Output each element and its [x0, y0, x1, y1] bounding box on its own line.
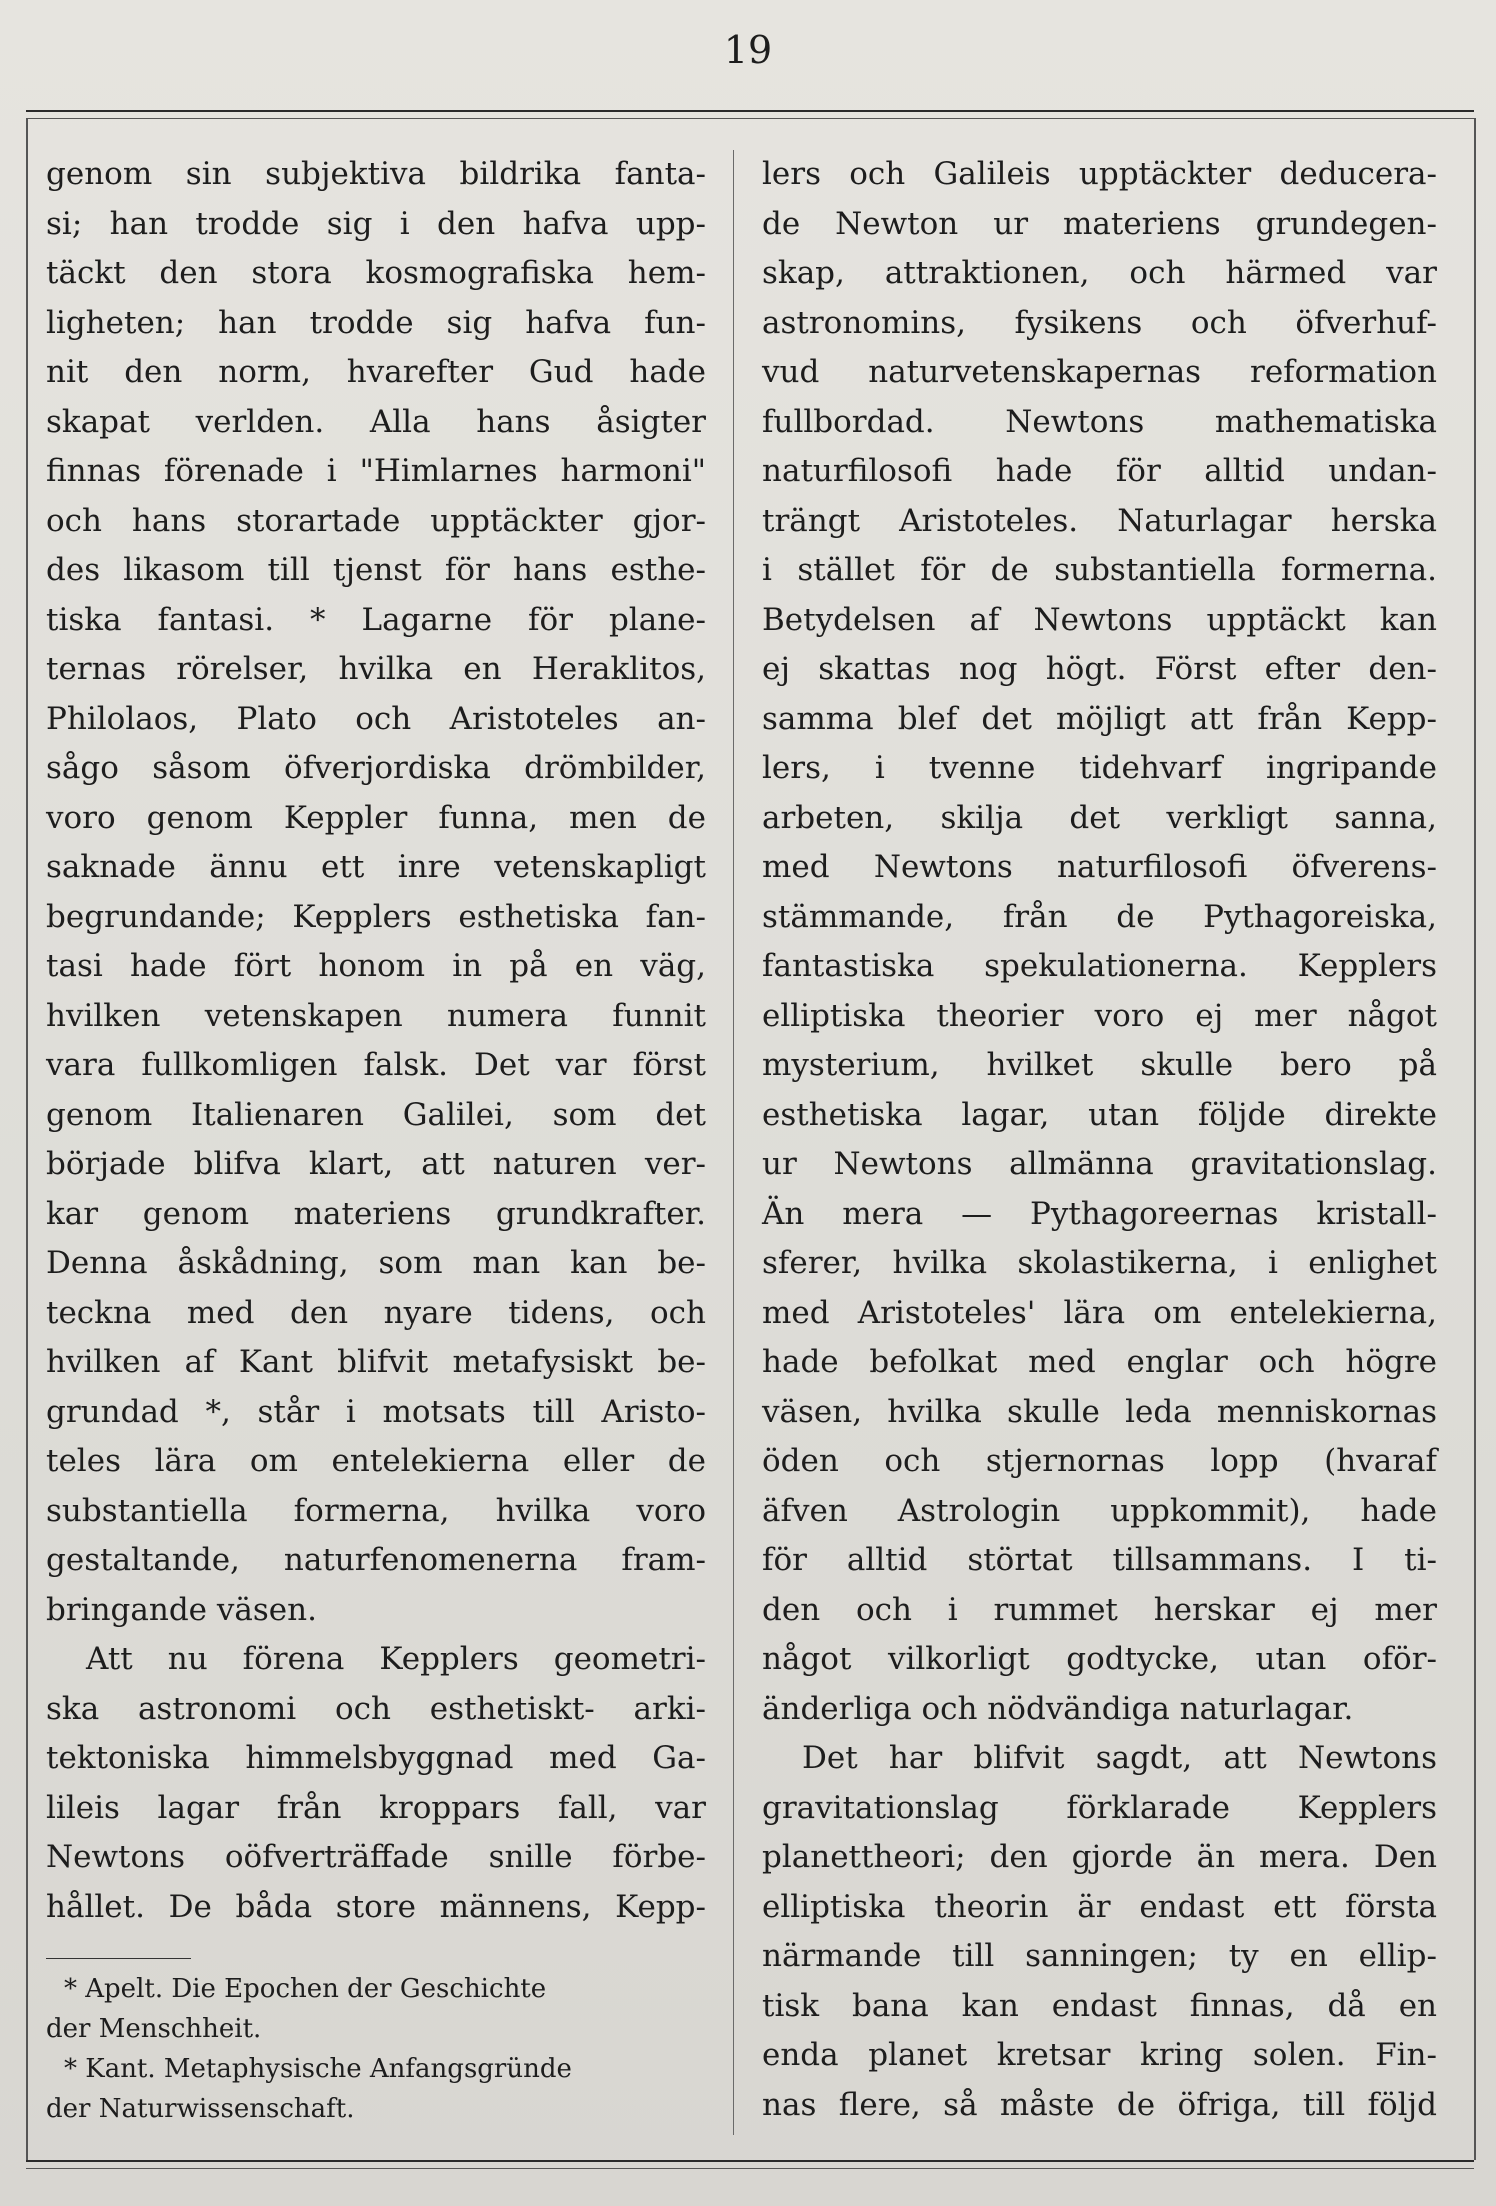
text-line: nit den norm, hvarefter Gud hade	[46, 354, 706, 390]
text-line: tasi hade fört honom in på en väg,	[46, 948, 706, 984]
text-line: närmande till sanningen; ty en ellip-	[762, 1938, 1437, 1974]
text-line: Att nu förena Kepplers geometri-	[86, 1641, 706, 1677]
text-line: Philolaos, Plato och Aristoteles an-	[46, 700, 706, 737]
text-line: Newtons oöfverträffade snille förbe-	[46, 1839, 706, 1875]
text-line: den och i rummet herskar ej mer	[762, 1591, 1437, 1628]
right-border	[1474, 118, 1476, 2160]
text-line: enda planet kretsar kring solen. Fin-	[762, 2037, 1437, 2073]
right-column	[762, 150, 1437, 2130]
text-line: planettheori; den gjorde än mera. Den	[762, 1839, 1437, 1875]
text-line: gestaltande, naturfenomenerna fram-	[46, 1542, 706, 1578]
text-line: ej skattas nog högt. Först efter den-	[762, 651, 1437, 687]
text-line: skap, attraktionen, och härmed var	[762, 255, 1437, 291]
text-line: des likasom till tjenst för hans esthe-	[46, 552, 706, 588]
text-line: de Newton ur materiens grundegen-	[762, 205, 1437, 242]
text-line: sågo såsom öfverjordiska drömbilder,	[46, 750, 706, 786]
text-line: vud naturvetenskapernas reformation	[762, 354, 1437, 390]
page-number: 19	[723, 28, 773, 72]
text-line: genom Italienaren Galilei, som det	[46, 1096, 706, 1133]
text-line: Denna åskådning, som man kan be-	[46, 1245, 706, 1281]
text-line: finnas förenade i "Himlarnes harmoni"	[46, 453, 706, 489]
text-line: astronomins, fysikens och öfverhuf-	[762, 304, 1437, 341]
text-line: började blifva klart, att naturen ver-	[46, 1146, 706, 1182]
text-line: elliptiska theorin är endast ett första	[762, 1888, 1437, 1925]
footnote-line: der Menschheit.	[46, 2014, 262, 2044]
text-line: ligheten; han trodde sig hafva fun-	[46, 304, 706, 341]
text-line: kar genom materiens grundkrafter.	[46, 1195, 706, 1232]
text-line: stämmande, från de Pythagoreiska,	[762, 898, 1437, 935]
text-line: hvilken af Kant blifvit metafysiskt be-	[46, 1344, 706, 1380]
text-line: teles lära om entelekierna eller de	[46, 1443, 706, 1479]
text-line: med Newtons naturfilosofi öfverens-	[762, 849, 1437, 885]
text-line: Det har blifvit sagdt, att Newtons	[802, 1740, 1437, 1776]
footnote-line: * Apelt. Die Epochen der Geschichte	[64, 1974, 547, 2004]
text-line: i stället för de substantiella formerna.	[762, 552, 1437, 588]
text-line: mysterium, hvilket skulle bero på	[762, 1047, 1437, 1083]
text-line: tiska fantasi. * Lagarne för plane-	[46, 601, 706, 638]
text-line: genom sin subjektiva bildrika fanta-	[46, 156, 706, 192]
text-line: för alltid störtat tillsammans. I ti-	[762, 1542, 1437, 1578]
text-line: nas flere, så måste de öfriga, till följd	[762, 2086, 1437, 2123]
text-line: tektoniska himmelsbyggnad med Ga-	[46, 1740, 706, 1776]
text-line: sferer, hvilka skolastikerna, i enlighet	[762, 1245, 1437, 1281]
text-line: saknade ännu ett inre vetenskapligt	[46, 849, 706, 885]
text-line: lileis lagar från kroppars fall, var	[46, 1789, 706, 1826]
text-line: bringande väsen.	[46, 1591, 317, 1628]
text-line: trängt Aristoteles. Naturlagar herska	[762, 502, 1437, 539]
text-line: skapat verlden. Alla hans åsigter	[46, 403, 706, 440]
text-line: lers och Galileis upptäckter deducera-	[762, 156, 1437, 192]
text-line: Än mera — Pythagoreernas kristall-	[762, 1195, 1437, 1232]
text-line: samma blef det möjligt att från Kepp-	[762, 700, 1437, 737]
footnote-line: * Kant. Metaphysische Anfangsgründe	[64, 2054, 572, 2084]
text-line: naturfilosofi hade för alltid undan-	[762, 453, 1437, 489]
text-line: lers, i tvenne tidehvarf ingripande	[762, 750, 1437, 786]
text-line: med Aristoteles' lära om entelekierna,	[762, 1294, 1437, 1331]
text-line: fullbordad. Newtons mathematiska	[762, 403, 1437, 440]
top-rule-thin	[26, 118, 1474, 119]
text-line: voro genom Keppler funna, men de	[46, 799, 706, 836]
text-line: ternas rörelser, hvilka en Heraklitos,	[46, 651, 706, 687]
text-line: öden och stjernornas lopp (hvaraf	[762, 1443, 1437, 1479]
text-line: si; han trodde sig i den hafva upp-	[46, 205, 706, 242]
text-line: änderliga och nödvändiga naturlagar.	[762, 1690, 1354, 1727]
text-line: väsen, hvilka skulle leda menniskornas	[762, 1393, 1437, 1430]
left-border	[26, 118, 28, 2160]
text-line: ska astronomi och esthetiskt- arki-	[46, 1690, 706, 1727]
text-line: gravitationslag förklarade Kepplers	[762, 1789, 1437, 1826]
text-line: och hans storartade upptäckter gjor-	[46, 502, 706, 539]
text-line: Betydelsen af Newtons upptäckt kan	[762, 601, 1437, 638]
bottom-rule-thin	[26, 2168, 1474, 2169]
bottom-rule	[26, 2160, 1474, 2162]
text-line: hade befolkat med englar och högre	[762, 1344, 1437, 1380]
text-line: elliptiska theorier voro ej mer något	[762, 997, 1437, 1034]
text-line: teckna med den nyare tidens, och	[46, 1294, 706, 1331]
text-line: något vilkorligt godtycke, utan oför-	[762, 1641, 1437, 1677]
left-column	[46, 150, 706, 2129]
text-line: hållet. De båda store männens, Kepp-	[46, 1888, 706, 1925]
footnote-line: der Naturwissenschaft.	[46, 2094, 355, 2124]
text-line: äfven Astrologin uppkommit), hade	[762, 1492, 1437, 1529]
text-line: substantiella formerna, hvilka voro	[46, 1492, 706, 1529]
footnote-rule	[46, 1958, 191, 1959]
text-line: tisk bana kan endast finnas, då en	[762, 1987, 1437, 2024]
text-line: begrundande; Kepplers esthetiska fan-	[46, 898, 706, 935]
text-line: ur Newtons allmänna gravitationslag.	[762, 1146, 1437, 1182]
text-line: hvilken vetenskapen numera funnit	[46, 997, 706, 1034]
top-rule	[26, 110, 1474, 112]
text-line: esthetiska lagar, utan följde direkte	[762, 1096, 1437, 1133]
text-line: fantastiska spekulationerna. Kepplers	[762, 948, 1437, 984]
text-line: arbeten, skilja det verkligt sanna,	[762, 799, 1437, 836]
text-line: vara fullkomligen falsk. Det var först	[46, 1047, 706, 1083]
text-line: grundad *, står i motsats till Aristo-	[46, 1393, 706, 1430]
column-divider	[733, 150, 734, 2135]
text-line: täckt den stora kosmografiska hem-	[46, 255, 706, 291]
